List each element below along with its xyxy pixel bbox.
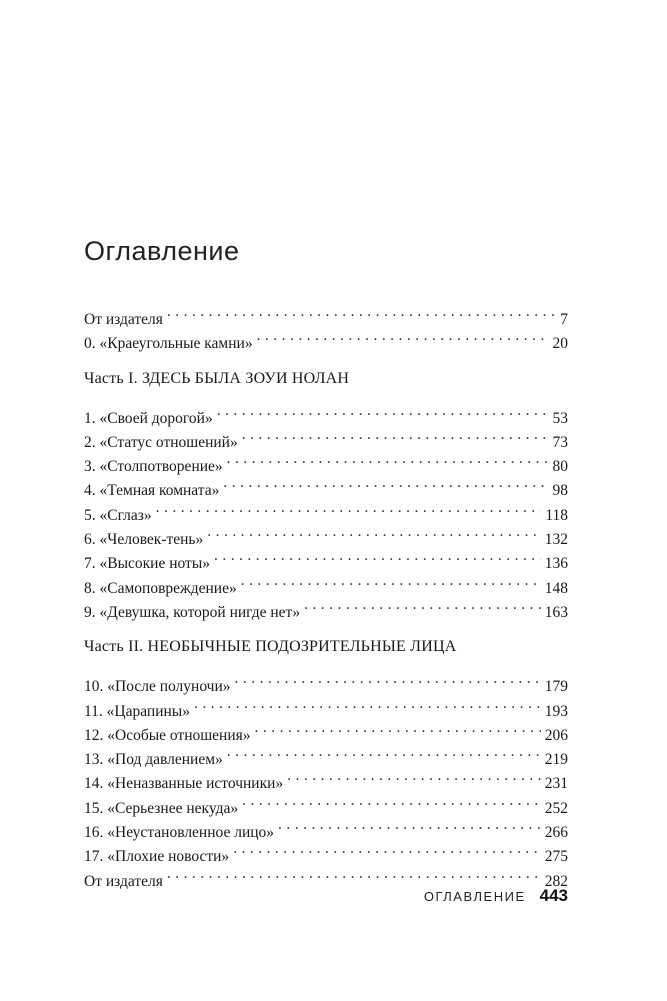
dot-leader (227, 740, 541, 764)
dot-leader (278, 813, 541, 837)
toc-entry-label: 6. «Человек-тень» (84, 531, 204, 549)
toc-entry-label: 5. «Сглаз» (84, 506, 152, 524)
toc-entry-label: 2. «Статус отношений» (84, 433, 238, 451)
toc-entry-page: 132 (544, 531, 568, 549)
toc-entry-page: 73 (552, 433, 568, 451)
running-footer-label: ОГЛАВЛЕНИЕ (423, 889, 526, 904)
dot-leader (233, 837, 541, 861)
toc-entry-label: 15. «Серьезнее некуда» (84, 799, 239, 817)
toc-entry-label: От издателя (84, 311, 163, 328)
table-of-contents (84, 300, 568, 890)
toc-entry-page: 275 (544, 848, 568, 866)
toc-entry-page: 206 (544, 726, 568, 744)
toc-entry-label: 17. «Плохие новости» (84, 848, 230, 866)
dot-leader (207, 520, 540, 544)
running-footer (424, 886, 568, 906)
dot-leader (304, 593, 541, 617)
toc-entry-label: 14. «Неназванные источники» (84, 775, 284, 793)
toc-entry-label: 1. «Своей дорогой» (84, 409, 213, 427)
dot-leader (167, 300, 554, 324)
dot-leader (287, 764, 541, 788)
toc-entry-page: 136 (544, 555, 568, 573)
toc-entry-page: 148 (544, 579, 568, 597)
toc-entry-label: 16. «Неустановленное лицо» (84, 824, 275, 842)
toc-entry-label: 7. «Высокие ноты» (84, 555, 210, 573)
dot-leader (227, 447, 549, 471)
toc-entry[interactable] (84, 496, 568, 524)
toc-entry[interactable] (84, 399, 568, 427)
toc-entry-page: 118 (545, 506, 568, 524)
toc-entry-page: 219 (544, 751, 568, 769)
toc-entry-label: От издателя (84, 872, 163, 890)
toc-entry[interactable] (84, 667, 568, 696)
toc-entry[interactable] (84, 300, 568, 328)
dot-leader (235, 667, 541, 691)
dot-leader (241, 569, 541, 593)
toc-entry-label: 11. «Царапины» (84, 702, 190, 720)
dot-leader (156, 496, 542, 520)
toc-entry-page: 20 (552, 335, 568, 353)
toc-entry-label: 9. «Девушка, которой нигде нет» (84, 603, 301, 621)
toc-entry[interactable] (84, 520, 568, 549)
toc-entry-page: 193 (544, 702, 568, 720)
toc-entry-page: 282 (544, 872, 568, 890)
toc-entry-page: 80 (552, 458, 568, 476)
part-title[interactable]: Часть I. ЗДЕСЬ БЫЛА ЗОУИ НОЛАН (84, 369, 350, 387)
toc-entry-page: 7 (560, 311, 568, 328)
part-title[interactable]: Часть II. НЕОБЫЧНЫЕ ПОДОЗРИТЕЛЬНЫЕ ЛИЦА (84, 638, 457, 656)
dot-leader (257, 324, 549, 348)
toc-entry-label: 8. «Самоповреждение» (84, 579, 237, 597)
dot-leader (217, 399, 549, 423)
page-title: Оглавление (84, 236, 240, 266)
dot-leader (167, 862, 541, 886)
toc-entry-label: 3. «Столпотворение» (84, 458, 223, 476)
toc-entry-label: 10. «После полуночи» (84, 678, 231, 696)
toc-entry-label: 12. «Особые отношения» (84, 726, 251, 744)
toc-entry-page: 266 (544, 824, 568, 842)
toc-entry-label: 0. «Краеугольные камни» (84, 335, 253, 353)
dot-leader (223, 471, 548, 495)
toc-entry-label: 4. «Темная комната» (84, 482, 220, 500)
dot-leader (242, 423, 549, 447)
dot-leader (255, 716, 541, 740)
toc-entry-page: 163 (544, 603, 568, 621)
dot-leader (242, 789, 541, 813)
dot-leader (194, 692, 541, 716)
page-number: 443 (539, 886, 568, 905)
toc-entry-page: 252 (544, 799, 568, 817)
toc-entry-label: 13. «Под давлением» (84, 751, 223, 769)
toc-entry-page: 53 (552, 409, 568, 427)
toc-entry-page: 179 (544, 678, 568, 696)
toc-entry-page: 231 (544, 775, 568, 793)
dot-leader (214, 544, 541, 568)
toc-entry-page: 98 (552, 482, 568, 500)
